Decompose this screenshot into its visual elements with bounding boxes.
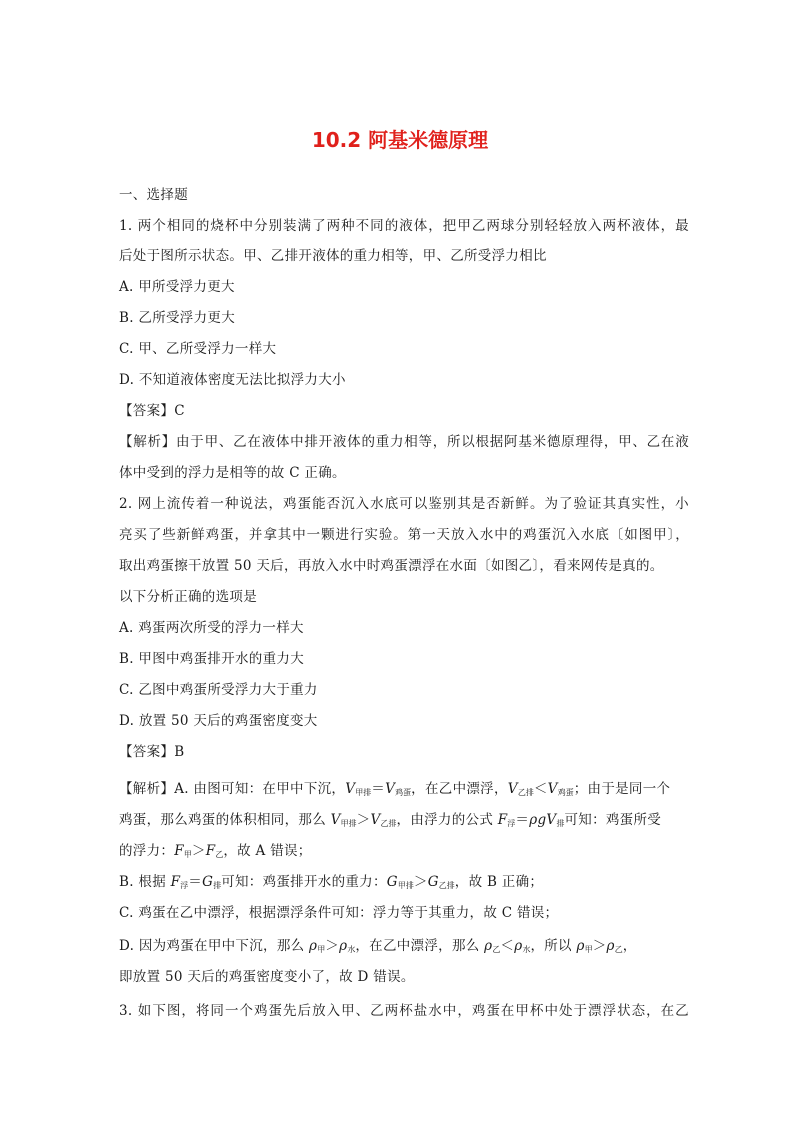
q2-option-c: C. 乙图中鸡蛋所受浮力大于重力 xyxy=(119,682,318,698)
q2-b-text2: 可知：鸡蛋排开水的重力： xyxy=(221,874,387,890)
weight-symbol: G xyxy=(386,874,398,890)
q2-a1-text3: ；由于是同一个 xyxy=(573,781,671,797)
volume-symbol: V xyxy=(385,781,396,797)
q2-d-text1: D. 因为鸡蛋在甲中下沉，那么 xyxy=(119,938,310,954)
q1-answer: 【答案】C xyxy=(119,403,185,419)
q2-a1-text1: 【解析】A. 由图可知：在甲中下沉， xyxy=(119,781,346,797)
rho-symbol: ρ xyxy=(606,938,615,954)
page-title: 10.2 阿基米德原理 xyxy=(311,128,489,152)
less-than-sign: ＜ xyxy=(500,938,515,954)
volume-symbol: V xyxy=(345,781,356,797)
force-symbol: F xyxy=(170,874,181,890)
greater-than-sign: ＞ xyxy=(413,874,428,890)
q2-option-a: A. 鸡蛋两次所受的浮力一样大 xyxy=(119,620,304,636)
q2-d-text4: ， xyxy=(622,938,637,954)
q1-option-c: C. 甲、乙所受浮力一样大 xyxy=(119,341,277,357)
q2-b-text3: ，故 B 正确； xyxy=(454,874,544,890)
equals-sign: ＝ xyxy=(371,781,386,797)
q2-analysis-a-line1 xyxy=(119,779,689,803)
subscript: 甲排 xyxy=(397,881,414,890)
q2-stem-line3: 取出鸡蛋擦干放置 50 天后，再放入水中时鸡蛋漂浮在水面〔如图乙〕，看来网传是真的。 xyxy=(119,558,664,574)
q2-d-text3: ，所以 xyxy=(530,938,577,954)
q2-stem-line4: 以下分析正确的选项是 xyxy=(119,589,257,605)
q2-analysis-d-line1 xyxy=(119,936,689,960)
less-than-sign: ＜ xyxy=(533,781,548,797)
subscript: 乙 xyxy=(215,850,224,859)
equals-sign: ＝ xyxy=(188,874,203,890)
subscript: 鸡蛋 xyxy=(395,788,412,797)
subscript: 甲 xyxy=(584,945,593,954)
q2-b-text1: B. 根据 xyxy=(119,874,171,890)
q2-analysis-c: C. 鸡蛋在乙中漂浮，根据漂浮条件可知：浮力等于其重力，故 C 错误； xyxy=(119,905,559,921)
force-symbol: F xyxy=(497,812,508,828)
subscript: 乙排 xyxy=(517,788,534,797)
subscript: 甲排 xyxy=(340,819,357,828)
q2-stem-line1: 2. 网上流传着一种说法，鸡蛋能否沉入水底可以鉴别其是否新鲜。为了验证其真实性，小 xyxy=(119,496,689,512)
subscript: 乙排 xyxy=(438,881,455,890)
subscript: 排 xyxy=(213,881,222,890)
q1-option-a: A. 甲所受浮力更大 xyxy=(119,279,235,295)
subscript: 甲 xyxy=(317,945,326,954)
equals-sign: ＝ xyxy=(515,812,530,828)
subscript: 乙 xyxy=(492,945,501,954)
rho-symbol: ρ xyxy=(514,938,523,954)
subscript: 浮 xyxy=(180,881,189,890)
q1-analysis-line1: 【解析】由于甲、乙在液体中排开液体的重力相等，所以根据阿基米德原理得，甲、乙在液 xyxy=(119,434,689,450)
q2-answer: 【答案】B xyxy=(119,744,185,760)
q1-stem-line1: 1. 两个相同的烧杯中分别装满了两种不同的液体，把甲乙两球分别轻轻放入两杯液体，最 xyxy=(119,218,689,234)
q3-stem-line1: 3. 如下图，将同一个鸡蛋先后放入甲、乙两杯盐水中，鸡蛋在甲杯中处于漂浮状态，在乙 xyxy=(119,1003,689,1019)
subscript: 乙 xyxy=(614,945,623,954)
weight-symbol: G xyxy=(202,874,214,890)
greater-than-sign: ＞ xyxy=(191,843,206,859)
q2-a2-text2: ，由浮力的公式 xyxy=(396,812,498,828)
volume-symbol: V xyxy=(547,781,558,797)
volume-symbol: V xyxy=(370,812,381,828)
q2-analysis-b xyxy=(119,872,689,896)
volume-symbol: V xyxy=(330,812,341,828)
rho-symbol: ρ xyxy=(529,812,538,828)
q2-analysis-a-line2 xyxy=(119,810,689,834)
greater-than-sign: ＞ xyxy=(592,938,607,954)
weight-symbol: G xyxy=(427,874,439,890)
q2-analysis-a-line3 xyxy=(119,841,689,865)
q2-option-b: B. 甲图中鸡蛋排开水的重力大 xyxy=(119,651,305,667)
subscript: 浮 xyxy=(507,819,516,828)
subscript: 排 xyxy=(556,819,565,828)
q1-analysis-line2: 体中受到的浮力是相等的故 C 正确。 xyxy=(119,465,346,481)
q2-a2-text3: 可知：鸡蛋所受 xyxy=(564,812,662,828)
q1-option-b: B. 乙所受浮力更大 xyxy=(119,310,236,326)
greater-than-sign: ＞ xyxy=(356,812,371,828)
q1-option-d: D. 不知道液体密度无法比拟浮力大小 xyxy=(119,372,346,388)
force-symbol: F xyxy=(174,843,184,859)
subscript: 乙排 xyxy=(380,819,397,828)
rho-symbol: ρ xyxy=(576,938,585,954)
subscript: 甲 xyxy=(183,850,192,859)
q2-a3-text2: ，故 A 错误； xyxy=(223,843,312,859)
subscript: 水 xyxy=(522,945,531,954)
q2-a3-text1: 的浮力： xyxy=(119,843,175,859)
q2-d-text2: ，在乙中漂浮，那么 xyxy=(355,938,485,954)
q2-analysis-d-line2: 即放置 50 天后的鸡蛋密度变小了，故 D 错误。 xyxy=(119,969,415,985)
section-heading: 一、选择题 xyxy=(119,187,188,203)
subscript: 鸡蛋 xyxy=(557,788,574,797)
volume-symbol: V xyxy=(507,781,518,797)
subscript: 甲排 xyxy=(355,788,372,797)
q1-stem-line2: 后处于图所示状态。甲、乙排开液体的重力相等，甲、乙所受浮力相比 xyxy=(119,248,547,264)
rho-symbol: ρ xyxy=(339,938,348,954)
q2-a2-text1: 鸡蛋，那么鸡蛋的体积相同，那么 xyxy=(119,812,331,828)
greater-than-sign: ＞ xyxy=(325,938,340,954)
rho-symbol: ρ xyxy=(484,938,493,954)
subscript: 水 xyxy=(347,945,356,954)
gv-symbol: gV xyxy=(537,812,557,828)
q2-stem-line2: 亮买了些新鲜鸡蛋，并拿其中一颗进行实验。第一天放入水中的鸡蛋沉入水底〔如图甲〕， xyxy=(119,527,689,543)
q2-option-d: D. 放置 50 天后的鸡蛋密度变大 xyxy=(119,713,318,729)
force-symbol: F xyxy=(205,843,216,859)
q2-a1-text2: ，在乙中漂浮， xyxy=(411,781,508,797)
rho-symbol: ρ xyxy=(309,938,318,954)
